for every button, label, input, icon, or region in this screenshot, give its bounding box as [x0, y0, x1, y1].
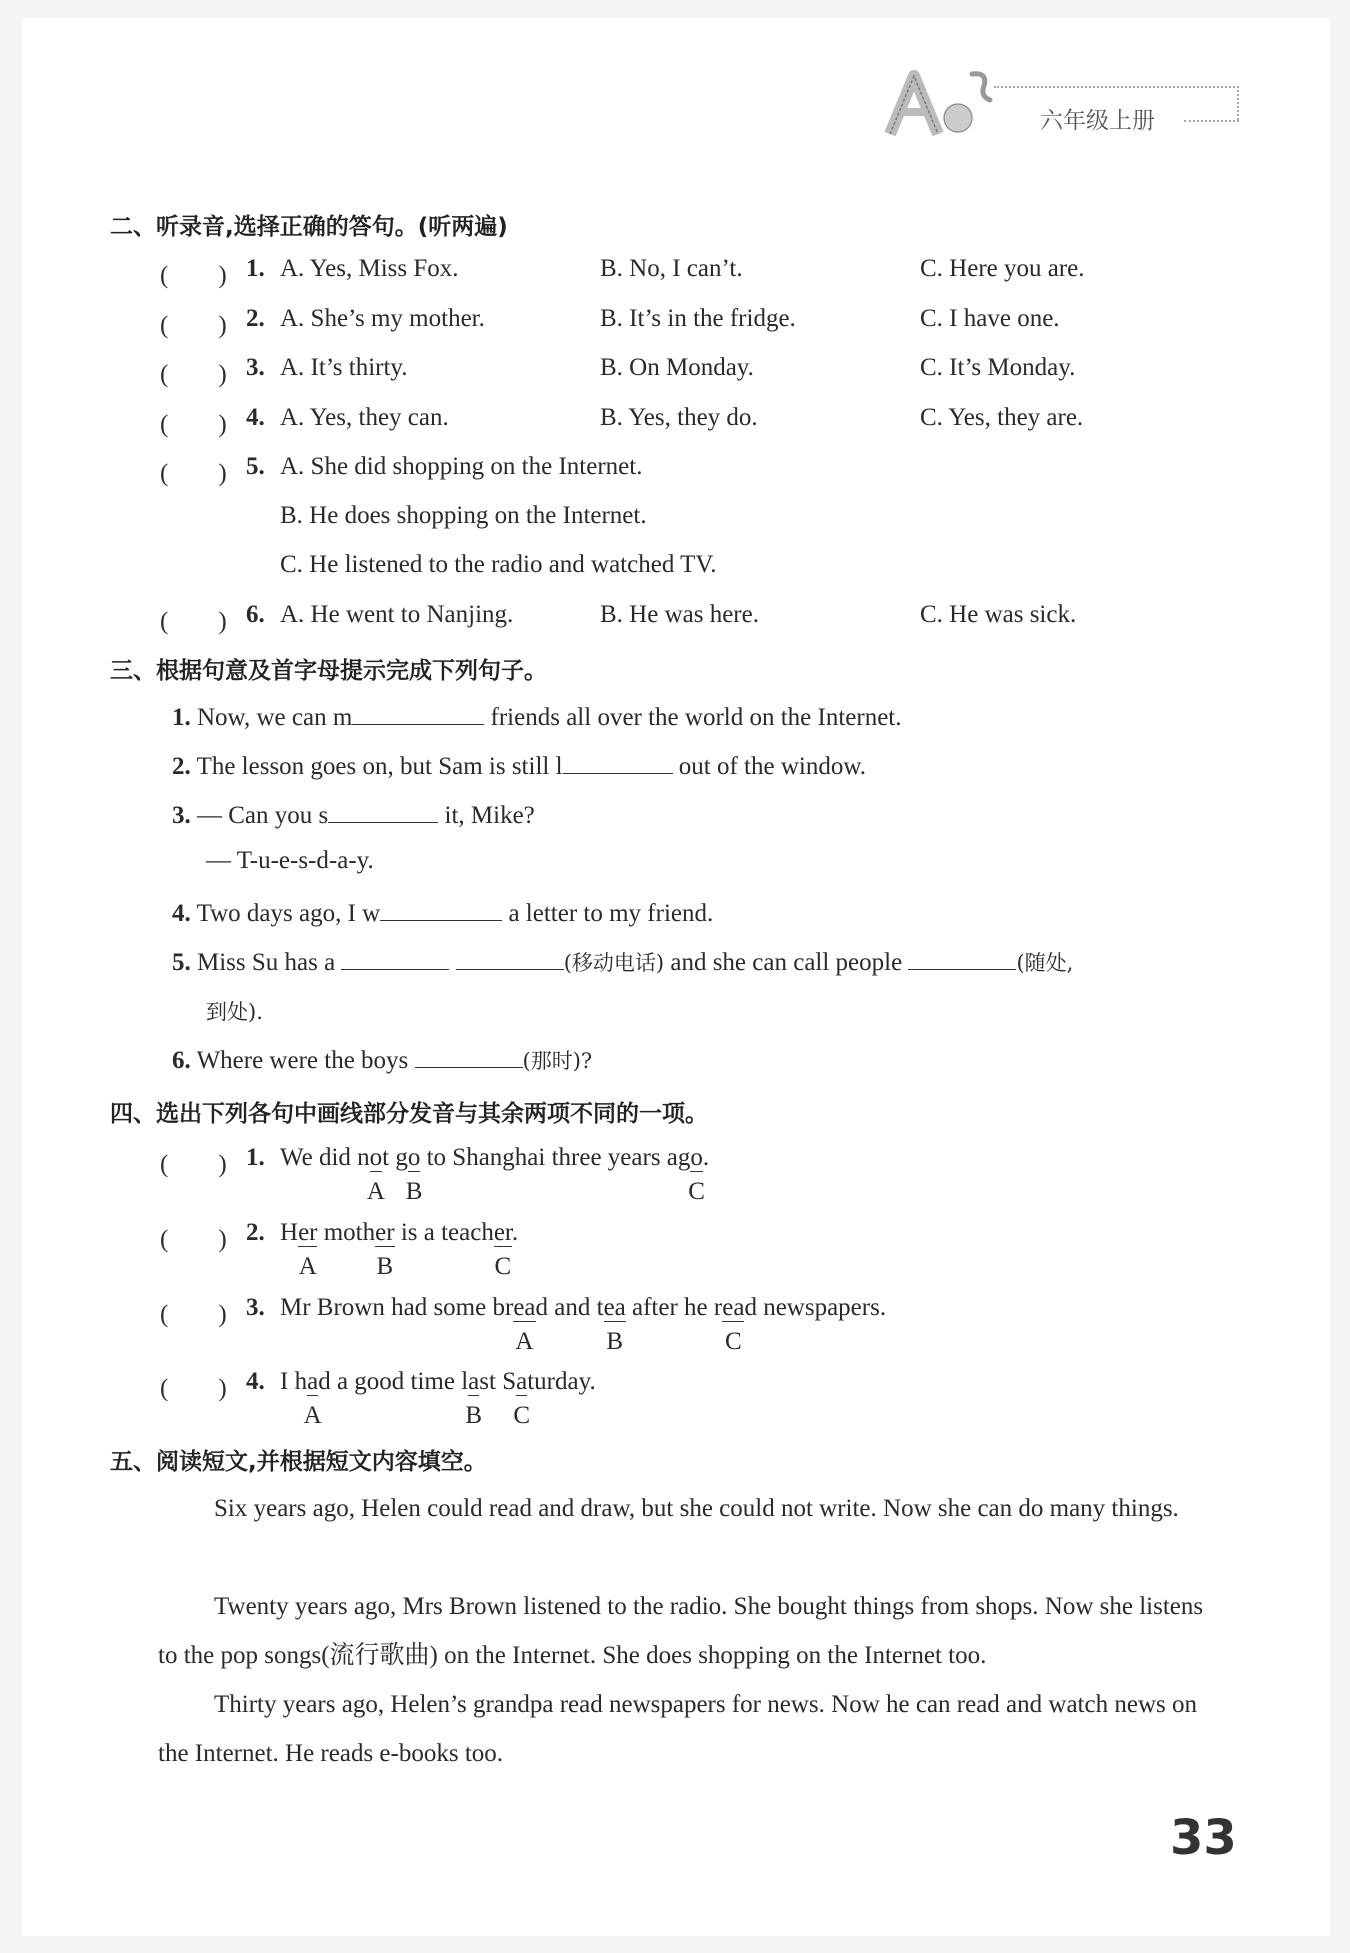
sentence-text: is a teach [394, 1219, 494, 1246]
underlined-part: a [468, 1368, 480, 1395]
chinese-hint: (那时)? [522, 1049, 593, 1073]
option-label: A [515, 1328, 534, 1355]
header-dotted-line [1237, 86, 1239, 120]
sentence-end: out of the window. [678, 753, 867, 780]
option-c: C. It’s Monday. [920, 354, 1076, 381]
option-b: B. On Monday. [600, 354, 754, 381]
sentence-text: t g [382, 1144, 408, 1171]
option-c: C. He was sick. [920, 601, 1077, 628]
item-number: 4. [172, 900, 191, 927]
option-c: C. He listened to the radio and watched TV. [280, 551, 717, 578]
item-number: 3. [246, 1294, 265, 1321]
sentence-start: Miss Su has a [197, 949, 336, 976]
underlined-part: o [407, 1144, 421, 1171]
fill-item [172, 1043, 592, 1075]
option-label: B [465, 1402, 483, 1429]
sentence-text: d and t [535, 1294, 604, 1321]
option-label: C [724, 1328, 742, 1355]
underlined-part: o [369, 1144, 383, 1171]
answer-blank[interactable] [563, 749, 673, 774]
underlined-part: er [375, 1219, 395, 1246]
sentence-text: We did n [280, 1144, 370, 1171]
option-a: A. She did shopping on the Internet. [280, 453, 643, 480]
sentence [280, 1294, 886, 1322]
underlined-part: ea [513, 1294, 536, 1321]
answer-bracket[interactable]: ( ) [160, 312, 227, 339]
item-number: 3. [246, 354, 265, 381]
sentence-text: after he r [625, 1294, 723, 1321]
sentence-text: moth [317, 1219, 376, 1246]
chinese-hint-continued: 到处). [206, 1000, 263, 1024]
underlined-part: ea [603, 1294, 626, 1321]
section-3-title: 三、根据句意及首字母提示完成下列句子。 [110, 658, 547, 684]
underlined-part: o [690, 1144, 703, 1171]
option-c: C. I have one. [920, 305, 1060, 332]
sentence-end: friends all over the world on the Internet. [490, 704, 902, 731]
item-number: 4. [246, 404, 265, 431]
underlined-part: a [307, 1368, 319, 1395]
option-label: A [366, 1178, 385, 1205]
option-c: C. Yes, they are. [920, 404, 1084, 431]
sentence [280, 1219, 518, 1247]
fill-item [172, 945, 1073, 977]
sentence-text: . [702, 1144, 710, 1171]
header-dotted-line [1184, 120, 1239, 122]
sentence-text: Mr Brown had some br [280, 1294, 514, 1321]
underlined-part: a [516, 1368, 528, 1395]
option-label: B [376, 1253, 394, 1280]
page-number: 33 [1170, 1810, 1237, 1866]
fill-item-answer-line: — T-u-e-s-d-a-y. [206, 847, 374, 874]
item-number: 1. [172, 704, 191, 731]
answer-blank[interactable] [352, 700, 484, 725]
answer-blank[interactable] [415, 1043, 523, 1068]
section-4-title: 四、选出下列各句中画线部分发音与其余两项不同的一项。 [110, 1101, 708, 1127]
option-label: A [303, 1402, 322, 1429]
option-label: C [494, 1253, 512, 1280]
sentence [280, 1368, 596, 1396]
reading-paragraph: Thirty years ago, Helen’s grandpa read newspapers for news. Now he can read and watch news on the Internet. He reads e-books too. [158, 1691, 1197, 1767]
answer-blank[interactable] [328, 798, 438, 823]
option-label: A [298, 1253, 317, 1280]
item-number: 1. [246, 1144, 265, 1171]
underlined-part: er [493, 1219, 512, 1246]
sentence [280, 1144, 709, 1172]
option-label: C [688, 1178, 705, 1205]
sentence-text: I h [280, 1368, 308, 1395]
answer-bracket[interactable]: ( ) [160, 1226, 227, 1253]
fill-item [172, 896, 713, 928]
item-number: 1. [246, 255, 265, 282]
option-a: A. Yes, they can. [280, 404, 449, 431]
item-number: 2. [246, 305, 265, 332]
option-a: A. She’s my mother. [280, 305, 485, 332]
sentence-start: — Can you s [197, 802, 329, 829]
grade-label: 六年级上册 [1040, 108, 1155, 134]
item-number: 2. [172, 753, 191, 780]
item-number: 2. [246, 1219, 265, 1246]
sentence-text: st S [479, 1368, 517, 1395]
option-a: A. Yes, Miss Fox. [280, 255, 459, 282]
reading-paragraph: Twenty years ago, Mrs Brown listened to the radio. She bought things from shops. Now she listens to the pop songs(流行歌曲) on the Internet. She does shopping on the Internet too. [158, 1593, 1204, 1669]
item-number: 5. [172, 949, 191, 976]
sentence-text: H [280, 1219, 299, 1246]
sentence-text: . [511, 1219, 519, 1246]
sentence-start: Where were the boys [196, 1047, 409, 1074]
sentence-text: turday. [527, 1368, 596, 1395]
answer-blank[interactable] [456, 945, 564, 970]
fill-item [172, 749, 866, 781]
sentence-start: Now, we can m [197, 704, 353, 731]
option-b: B. It’s in the fridge. [600, 305, 796, 332]
sentence-text: d newspapers. [744, 1294, 887, 1321]
option-label: B [405, 1178, 423, 1205]
answer-bracket[interactable]: ( ) [160, 361, 227, 388]
answer-blank[interactable] [341, 945, 449, 970]
item-number: 5. [246, 453, 265, 480]
option-label: C [513, 1402, 531, 1429]
answer-bracket[interactable]: ( ) [160, 608, 227, 635]
item-number: 6. [172, 1047, 191, 1074]
as-logo-icon [880, 66, 1000, 146]
reading-paragraph: Six years ago, Helen could read and draw, but she could not write. Now she can do many things. [214, 1495, 1179, 1522]
option-a: A. He went to Nanjing. [280, 601, 514, 628]
item-number: 4. [246, 1368, 265, 1395]
answer-blank[interactable] [908, 945, 1016, 970]
section-5-title: 五、阅读短文,并根据短文内容填空。 [110, 1449, 487, 1475]
chinese-hint: (随处, [1016, 951, 1074, 975]
sentence-end: a letter to my friend. [508, 900, 714, 927]
sentence-start: The lesson goes on, but Sam is still l [196, 753, 563, 780]
option-label: B [606, 1328, 623, 1355]
answer-bracket[interactable]: ( ) [160, 460, 227, 487]
option-b: B. Yes, they do. [600, 404, 758, 431]
item-number: 3. [172, 802, 191, 829]
sentence-middle: and she can call people [670, 949, 903, 976]
answer-bracket[interactable]: ( ) [160, 1301, 227, 1328]
underlined-part: er [298, 1219, 318, 1246]
item-number: 6. [246, 601, 265, 628]
sentence-start: Two days ago, I w [196, 900, 381, 927]
option-a: A. It’s thirty. [280, 354, 408, 381]
sentence-text: to Shanghai three years ag [420, 1144, 691, 1171]
option-b: B. He was here. [600, 601, 759, 628]
option-b: B. No, I can’t. [600, 255, 743, 282]
section-2-title: 二、听录音,选择正确的答句。(听两遍) [110, 214, 508, 240]
option-c: C. Here you are. [920, 255, 1085, 282]
chinese-hint: (移动电话) [563, 951, 665, 975]
sentence-text: d a good time l [318, 1368, 469, 1395]
underlined-part: ea [722, 1294, 745, 1321]
sentence-end: it, Mike? [444, 802, 535, 829]
answer-bracket[interactable]: ( ) [160, 262, 227, 289]
answer-bracket[interactable]: ( ) [160, 1375, 227, 1402]
answer-blank[interactable] [380, 896, 502, 921]
answer-bracket[interactable]: ( ) [160, 411, 227, 438]
answer-bracket[interactable]: ( ) [160, 1151, 227, 1178]
fill-item [172, 700, 902, 732]
page-header [880, 66, 1240, 146]
option-b: B. He does shopping on the Internet. [280, 502, 647, 529]
fill-item [172, 798, 535, 830]
header-dotted-line [994, 86, 1239, 88]
